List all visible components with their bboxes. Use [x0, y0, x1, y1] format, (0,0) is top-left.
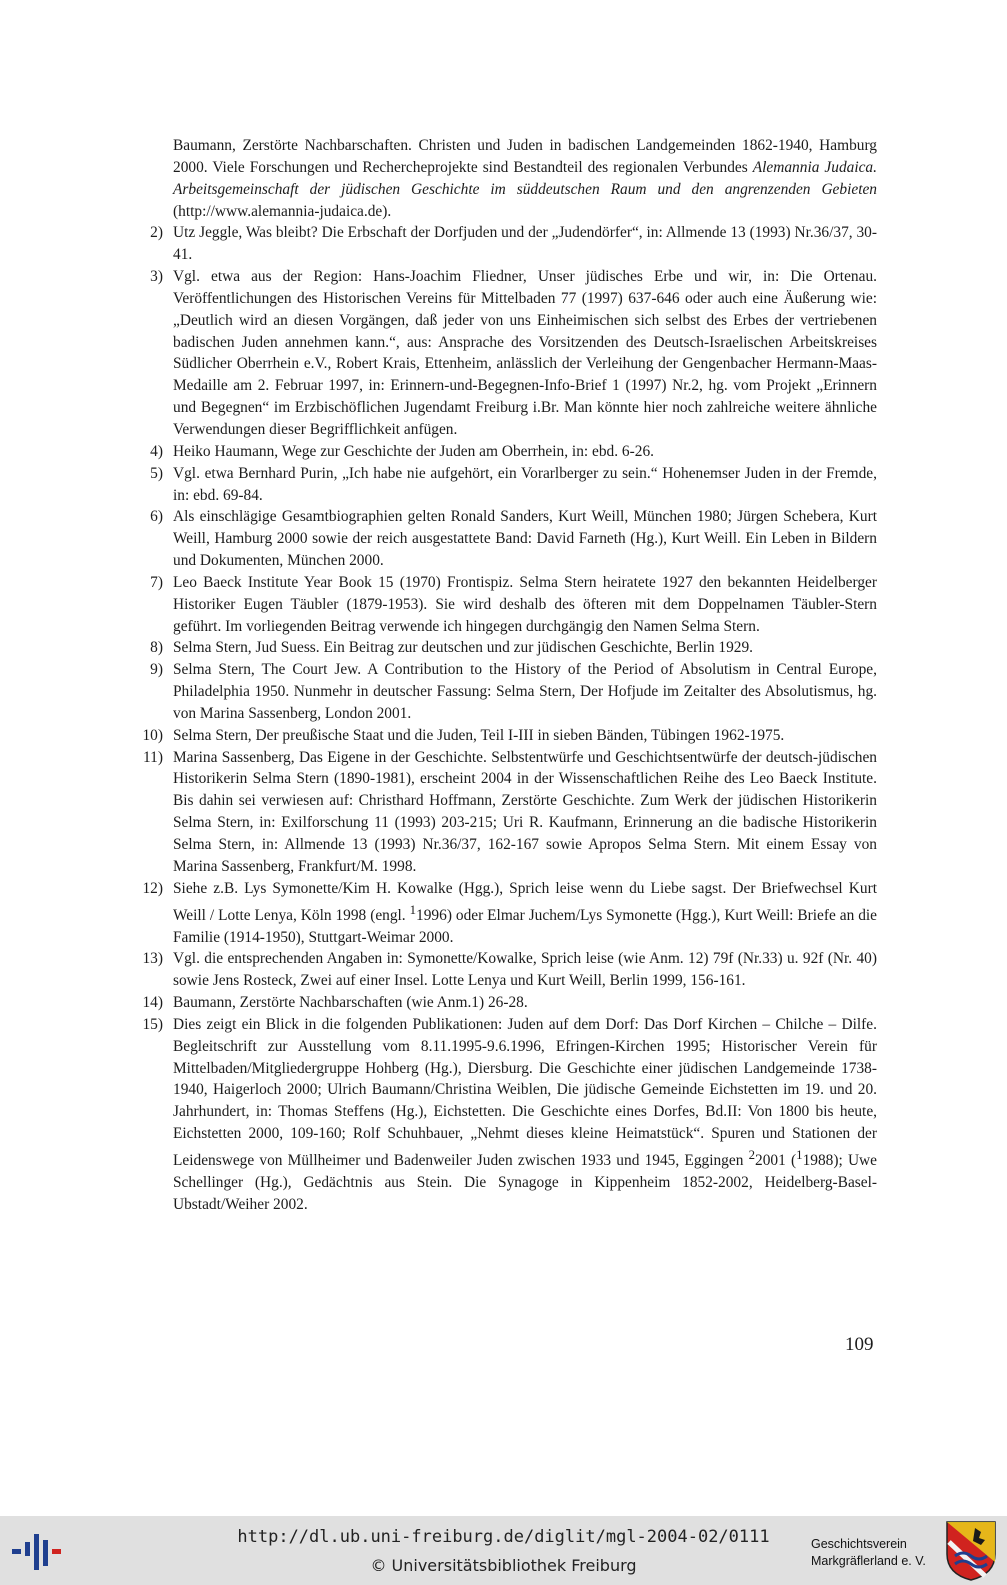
footnote-text: Vgl. etwa aus der Region: Hans-Joachim Fliedner, Unser jüdisches Erbe und wir, in: Die Ortenau. Veröffentlichungen des Historischen Vereins für Mittelbaden 77 (1997) 637-646 oder auch eine Äußerung wie: „Deutlich wird an diesen Vorgängen, daß jeder von uns Einheimischen sich selbst des Erbes der vertriebenen badischen Juden annehmen kann.“, aus: Ansprache des Vorsitzenden des Deutsch-Israelischen Arbeitskreises Südlicher Oberrhein e.V., Robert Krais, Ettenheim, anlässlich der Verleihung der Gengenbacher Hermann-Maas-Medaille am 2. Februar 1997, in: Erinnern-und-Begegnen-Info-Brief 1 (1997) Nr.2, hg. vom Projekt „Erinnern und Begegnen“ im Erzbischöflichen Jugendamt Freiburg i.Br. Man könnte hier noch zahlreiche weitere ähnliche Verwendungen dieser Begrifflichkeit anfügen. [173, 268, 877, 438]
footnote [131, 222, 877, 266]
org-line-2: Markgräflerland e. V. [811, 1554, 926, 1568]
footer-organization [811, 1536, 926, 1570]
footnote-number: 10) [142, 726, 163, 744]
footnote-number: 11) [143, 748, 163, 766]
footnote-text: Dies zeigt ein Blick in die folgenden Publikationen: Juden auf dem Dorf: Das Dorf Kirchen – Chilche – Dilfe. Begleitschrift zur Ausstellung vom 8.11.1995-9.6.1996, Efringen-Kirchen 1995; Historischer Verein für Mittelbaden/Mitgliedergruppe Hohberg (Hg.), Diersburg. Die Geschichte einer jüdischen Landgemeinde 1738-1940, Haigerloch 2000; Ulrich Baumann/Christina Weiblen, Die jüdische Gemeinde Eichstetten im 19. und 20. Jahrhundert, in: Thomas Steffens (Hg.), Eichstetten. Die Geschichte eines Dorfes, Bd.II: Von 1800 bis heute, Eichstetten 2000, 109-160; Rolf Schuhbauer, „Nehmt dieses kleine Heimatstück“. Spuren und Stationen der Leidenswege von Müllheimer und Badenweiler Juden zwischen 1933 und 1945, Eggingen $^2$2001 ($^1$1988); Uwe Schellinger (Hg.), Gedächtnis aus Stein. Die Synagoge in Kippenheim 1852-2002, Heidelberg-Basel-Ubstadt/Weiher 2002. [173, 1015, 878, 1213]
footnote [131, 135, 877, 222]
footnote-number: 8) [150, 639, 163, 657]
footnote-text: Vgl. etwa Bernhard Purin, „Ich habe nie aufgehört, ein Vorarlberger zu sein.“ Hohenemser Juden in der Fremde, in: ebd. 69-84. [173, 464, 877, 504]
footnote-text: Selma Stern, Der preußische Staat und die Juden, Teil I-III in sieben Bänden, Tübingen 1962-1975. [173, 726, 785, 744]
footnote-number: 4) [150, 442, 163, 460]
footnote-text: Heiko Haumann, Wege zur Geschichte der Juden am Oberrhein, in: ebd. 6-26. [173, 442, 654, 460]
footer-url[interactable]: http://dl.ub.uni-freiburg.de/diglit/mgl-2004-02/0111 [237, 1527, 770, 1547]
footnote [131, 572, 877, 638]
coat-of-arms-icon [945, 1520, 997, 1582]
footnote [131, 506, 877, 572]
footnote-number: 14) [142, 994, 163, 1012]
footnote-number: 9) [150, 661, 163, 679]
footnote [131, 1014, 877, 1216]
footnote-number: 15) [142, 1015, 163, 1033]
footnote [131, 637, 877, 659]
footnote-text: Marina Sassenberg, Das Eigene in der Geschichte. Selbstentwürfe und Geschichtsentwürfe der deutsch-jüdischen Historikerin Selma Stern (1890-1981), erscheint 2004 in der Wissenschaftlichen Reihe des Leo Baeck Institute. Bis dahin sei verwiesen auf: Christhard Hoffmann, Zerstörte Geschichte. Zum Werk der jüdischen Historikerin Selma Stern, in: Exilforschung 11 (1993) 203-215; Uri R. Kaufmann, Erinnerung an die badische Historikerin Selma Stern, in: Allmende 13 (1993) Nr.36/37, 162-167 sowie Apropos Selma Stern. Mit einem Essay von Marina Sassenberg, Frankfurt/M. 1998. [173, 748, 877, 875]
footer-copyright: © Universitätsbibliothek Freiburg [370, 1556, 637, 1575]
footnote-text: Siehe z.B. Lys Symonette/Kim H. Kowalke (Hgg.), Sprich leise wenn du Liebe sagst. Der Briefwechsel Kurt Weill / Lotte Lenya, Köln 1998 (engl. $^1$1996) oder Elmar Juchem/Lys Symonette (Hgg.), Kurt Weill: Briefe an die Familie (1914-1950), Stuttgart-Weimar 2000. [173, 879, 878, 946]
footer-bar [0, 1516, 1007, 1585]
footnote-text: Vgl. die entsprechenden Angaben in: Symonette/Kowalke, Sprich leise (wie Anm. 12) 79f (Nr.33) u. 92f (Nr. 40) sowie Jens Rosteck, Zwei auf einer Insel. Lotte Lenya und Kurt Weill, Berlin 1999, 156-161. [173, 950, 877, 990]
footnote-number: 6) [150, 508, 163, 526]
footnotes [131, 135, 877, 1216]
footnote [131, 463, 877, 507]
footnote [131, 992, 877, 1014]
footnote [131, 441, 877, 463]
footnote-number: 3) [150, 268, 163, 286]
footnote-text: Baumann, Zerstörte Nachbarschaften. Christen und Juden in badischen Landgemeinden 1862-1940, Hamburg 2000. Viele Forschungen und Rechercheprojekte sind Bestandteil des regionalen Verbundes Alemannia Judaica. Arbeitsgemeinschaft der jüdischen Geschichte im süddeutschen Raum und den angrenzenden Gebieten (http://www.alemannia-judaica.de). [173, 137, 877, 220]
footnote [131, 878, 877, 949]
footnote-number: 13) [142, 950, 163, 968]
footnote-text: Selma Stern, Jud Suess. Ein Beitrag zur deutschen und zur jüdischen Geschichte, Berlin 1929. [173, 639, 754, 657]
footnote [131, 747, 877, 878]
page-number: 109 [845, 1334, 874, 1355]
footnote-number: 7) [150, 573, 163, 591]
footnote [131, 266, 877, 441]
org-line-1: Geschichtsverein [811, 1537, 907, 1551]
footnote-text: Utz Jeggle, Was bleibt? Die Erbschaft der Dorfjuden und der „Judendörfer“, in: Allmende 13 (1993) Nr.36/37, 30-41. [173, 224, 877, 264]
footnote-text: Als einschlägige Gesamtbiographien gelten Ronald Sanders, Kurt Weill, München 1980; Jürgen Schebera, Kurt Weill, Hamburg 2000 sowie der reich ausgestattete Band: David Farneth (Hg.), Kurt Weill. Ein Leben in Bildern und Dokumenten, München 2000. [173, 508, 877, 570]
footnote [131, 725, 877, 747]
footnote-number: 12) [142, 879, 163, 897]
footnote [131, 948, 877, 992]
footnote-text: Leo Baeck Institute Year Book 15 (1970) Frontispiz. Selma Stern heiratete 1927 den bekannten Heidelberger Historiker Eugen Täubler (1879-1953). Sie wird deshalb des öfteren mit dem Doppelnamen Täubler-Stern geführt. Im vorliegenden Beitrag verwende ich hingegen durchgängig den Namen Selma Stern. [173, 573, 877, 635]
footnote-number: 2) [150, 224, 163, 242]
footnote-number: 5) [150, 464, 163, 482]
footnote [131, 659, 877, 725]
footnote-text: Selma Stern, The Court Jew. A Contribution to the History of the Period of Absolutism in Central Europe, Philadelphia 1950. Nunmehr in deutscher Fassung: Selma Stern, Der Hofjude im Zeitalter des Absolutismus, hg. von Marina Sassenberg, London 2001. [173, 661, 877, 722]
footnote-text: Baumann, Zerstörte Nachbarschaften (wie Anm.1) 26-28. [173, 994, 528, 1012]
